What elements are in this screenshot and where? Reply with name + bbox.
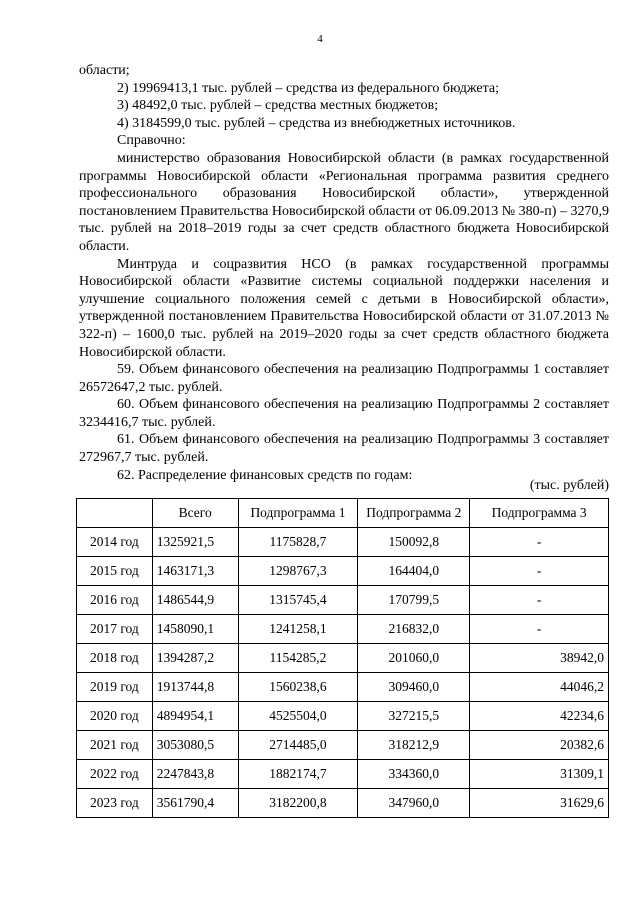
value-cell: 1241258,1 [238,615,358,644]
value-cell: 1560238,6 [238,673,358,702]
value-cell: 1463171,3 [152,557,238,586]
value-cell: - [470,615,609,644]
paragraph: 61. Объем финансового обеспечения на реализацию Подпрограммы 3 составляет 272967,7 тыс. рублей. [79,432,609,466]
value-cell: 170799,5 [358,586,470,615]
table-row [77,702,609,731]
value-cell: 1154285,2 [238,644,358,673]
value-cell: 1458090,1 [152,615,238,644]
table-row [77,760,609,789]
value-cell: 216832,0 [358,615,470,644]
paragraph: 60. Объем финансового обеспечения на реализацию Подпрограммы 2 составляет 3234416,7 тыс. рублей. [79,397,609,430]
paragraph: 3) 48492,0 тыс. рублей – средства местных бюджетов; [117,98,439,114]
table-row [77,789,609,818]
value-cell: 309460,0 [358,673,470,702]
table-row [77,731,609,760]
year-cell: 2021 год [77,731,153,760]
value-cell: 31309,1 [470,760,609,789]
table-row [77,644,609,673]
year-cell: 2019 год [77,673,153,702]
year-cell: 2017 год [77,615,153,644]
body-text [79,62,609,484]
paragraph: 62. Распределение финансовых средств по годам: [117,467,413,483]
header-cell: Подпрограмма 3 [470,499,609,528]
value-cell: 4525504,0 [238,702,358,731]
value-cell: 1486544,9 [152,586,238,615]
table-header-row [77,499,609,528]
finance-table [76,498,609,818]
value-cell: 44046,2 [470,673,609,702]
value-cell: 327215,5 [358,702,470,731]
value-cell: 201060,0 [358,644,470,673]
value-cell: - [470,557,609,586]
value-cell: 3561790,4 [152,789,238,818]
value-cell: 31629,6 [470,789,609,818]
value-cell: 164404,0 [358,557,470,586]
header-cell [77,499,153,528]
year-cell: 2023 год [77,789,153,818]
table-row [77,586,609,615]
paragraph: Минтруда и соцразвития НСО (в рамках государственной программы Новосибирской области «Развитие системы социальной поддержки населения и улучшение социального положения семей с детьми в Новосибирской области», утвержденной постановлением Правительства Новосибирской области от 31.07.2013 № 322-п) – 1600,0 тыс. рублей на 2019–2020 годы за счет средств областного бюджета Новосибирской области. [79,256,609,360]
header-cell: Подпрограмма 2 [358,499,470,528]
value-cell: 42234,6 [470,702,609,731]
header-cell: Подпрограмма 1 [238,499,358,528]
year-cell: 2018 год [77,644,153,673]
value-cell: 318212,9 [358,731,470,760]
paragraph: области; [79,63,130,78]
value-cell: 20382,6 [470,731,609,760]
table-row [77,615,609,644]
year-cell: 2015 год [77,557,153,586]
value-cell: 1325921,5 [152,528,238,557]
value-cell: 4894954,1 [152,702,238,731]
value-cell: 3182200,8 [238,789,358,818]
value-cell: 347960,0 [358,789,470,818]
year-cell: 2014 год [77,528,153,557]
value-cell: - [470,586,609,615]
value-cell: 150092,8 [358,528,470,557]
paragraph: Справочно: [117,133,186,149]
paragraph: 2) 19969413,1 тыс. рублей – средства из федерального бюджета; [117,80,499,96]
year-cell: 2022 год [77,760,153,789]
paragraph: 59. Объем финансового обеспечения на реализацию Подпрограммы 1 составляет 26572647,2 тыс. рублей. [79,362,609,395]
value-cell: 3053080,5 [152,731,238,760]
value-cell: 1913744,8 [152,673,238,702]
page-number: 4 [317,33,323,45]
units-label: (тыс. рублей) [529,478,609,493]
value-cell: 1315745,4 [238,586,358,615]
paragraph: 4) 3184599,0 тыс. рублей – средства из внебюджетных источников. [117,115,516,131]
header-cell: Всего [152,499,238,528]
year-cell: 2020 год [77,702,153,731]
value-cell: 334360,0 [358,760,470,789]
value-cell: 1175828,7 [238,528,358,557]
value-cell: 38942,0 [470,644,609,673]
table-row [77,557,609,586]
value-cell: 2714485,0 [238,731,358,760]
value-cell: 1298767,3 [238,557,358,586]
value-cell: 1882174,7 [238,760,358,789]
value-cell: 2247843,8 [152,760,238,789]
table-row [77,528,609,557]
table-row [77,673,609,702]
paragraph: министерство образования Новосибирской области (в рамках государственной программы Новосибирской области «Региональная программа развития среднего профессионального образования Новосибирской области», утвержденной постановлением Правительства Новосибирской области от 06.09.2013 № 380-п) – 3270,9 тыс. рублей на 2018–2019 годы за счет средств областного бюджета Новосибирской области. [79,150,609,254]
value-cell: - [470,528,609,557]
year-cell: 2016 год [77,586,153,615]
value-cell: 1394287,2 [152,644,238,673]
